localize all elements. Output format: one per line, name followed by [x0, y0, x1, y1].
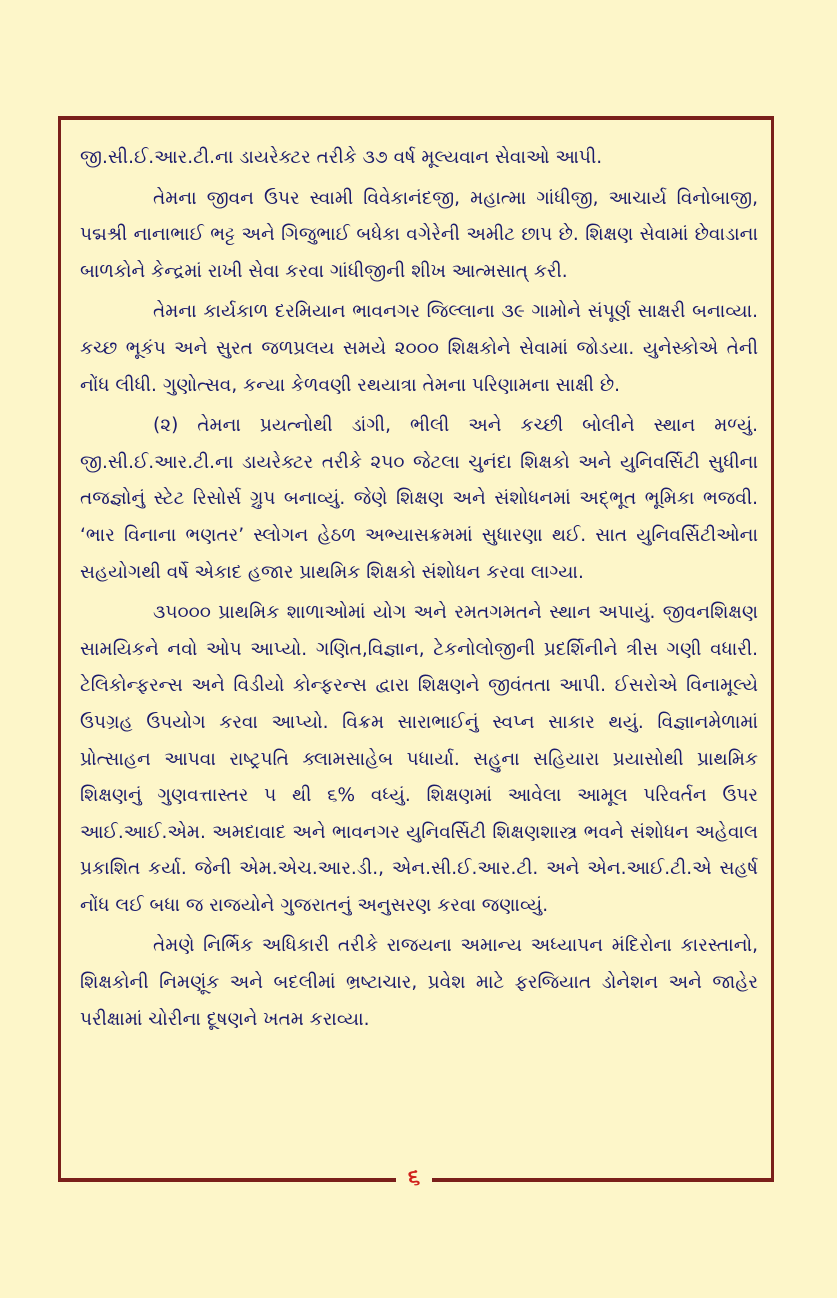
paragraph-1: જી.સી.ઈ.આર.ટી.ના ડાયરેક્ટર તરીકે ૩૭ વર્ષ મૂલ્યવાન સેવાઓ આપી. [80, 147, 603, 168]
paragraph-6: તેમણે નિર્ભિક અધિકારી તરીકે રાજયના અમાન્ય અધ્યાપન મંદિરોના કારસ્તાનો, શિક્ષકોની નિમણૂંક અને બદલીમાં ભ્રષ્ટાચાર, પ્રવેશ માટે ફરજિયાત ડોનેશન અને જાહેર પરીક્ષામાં ચોરીના દૂષણને ખતમ કરાવ્યા. [80, 935, 758, 1030]
footer-rule-left [58, 1178, 396, 1182]
document-body [80, 140, 758, 1038]
paragraph-5: ૩૫૦૦૦ પ્રાથમિક શાળાઓમાં યોગ અને રમતગમતને સ્થાન અપાયું. જીવનશિક્ષણ સામયિકને નવો ઓપ આપ્યો. ગણિત,વિજ્ઞાન, ટેકનોલોજીની પ્રદર્શિનીને ત્રીસ ગણી વધારી. ટેલિકોન્ફરન્સ અને વિડીયો કોન્ફરન્સ દ્વારા શિક્ષણને જીવંતતા આપી. ઈસરોએ વિનામૂલ્યે ઉપગ્રહ ઉપયોગ કરવા આપ્યો. વિક્રમ સારાભાઈનું સ્વપ્ન સાકાર થયું. વિજ્ઞાનમેળામાં પ્રોત્સાહન આપવા રાષ્ટ્રપતિ ક્લામસાહેબ પધાર્યા. સહુના સહિયારા પ્રયાસોથી પ્રાથમિક શિક્ષણનું ગુણવત્તાસ્તર ૫ થી ૬% વધ્યું. શિક્ષણમાં આવેલા આમૂલ પરિવર્તન ઉપર આઈ.આઈ.એમ. અમદાવાદ અને ભાવનગર યુનિવર્સિટી શિક્ષણશાસ્ત્ર ભવને સંશોધન અહેવાલ પ્રકાશિત કર્યા. જેની એમ.એચ.આર.ડી., એન.સી.ઈ.આર.ટી. અને એન.આઈ.ટી.એ સહર્ષ નોંધ લઈ બધા જ રાજયોને ગુજરાતનું અનુસરણ કરવા જણાવ્યું. [80, 602, 758, 916]
paragraph-2: તેમના જીવન ઉપર સ્વામી વિવેકાનંદજી, મહાત્મા ગાંધીજી, આચાર્ય વિનોબાજી, પદ્મશ્રી નાનાભાઈ ભટ્ટ અને ગિજુભાઈ બધેકા વગેરેની અમીટ છાપ છે. શિક્ષણ સેવામાં છેવાડાના બાળકોને કેન્દ્રમાં રાખી સેવા કરવા ગાંધીજીની શીખ આત્મસાત્ કરી. [80, 187, 758, 282]
footer-rule-right [432, 1178, 774, 1182]
paragraph-4: (૨) તેમના પ્રયત્નોથી ડાંગી, ભીલી અને કચ્છી બોલીને સ્થાન મળ્યું. જી.સી.ઈ.આર.ટી.ના ડાયરેક્ટર તરીકે ૨૫૦ જેટલા ચુનંદા શિક્ષકો અને યુનિવર્સિટી સુધીના તજજ્ઞોનું સ્ટેટ રિસોર્સ ગ્રુપ બનાવ્યું. જેણે શિક્ષણ અને સંશોધનમાં અદ્ભૂત ભૂમિકા ભજવી. ‘ભાર વિનાના ભણતર’ સ્લોગન હેઠળ અભ્યાસક્રમમાં સુધારણા થઈ. સાત યુનિવર્સિટીઓના સહયોગથી વર્ષે એકાદ હજાર પ્રાથમિક શિક્ષકો સંશોધન કરવા લાગ્યા. [80, 415, 758, 583]
page-number: ૬ [407, 1165, 421, 1190]
paragraph-3: તેમના કાર્યકાળ દરમિયાન ભાવનગર જિલ્લાના ૩૯ ગામોને સંપૂર્ણ સાક્ષરી બનાવ્યા. કચ્છ ભૂકંપ અને સુરત જળપ્રલય સમયે ૨૦૦૦ શિક્ષકોને સેવામાં જોડયા. યુનેસ્કોએ તેની નોંધ લીધી. ગુણોત્સવ, કન્યા કેળવણી રથયાત્રા તેમના પરિણામના સાક્ષી છે. [80, 301, 759, 396]
